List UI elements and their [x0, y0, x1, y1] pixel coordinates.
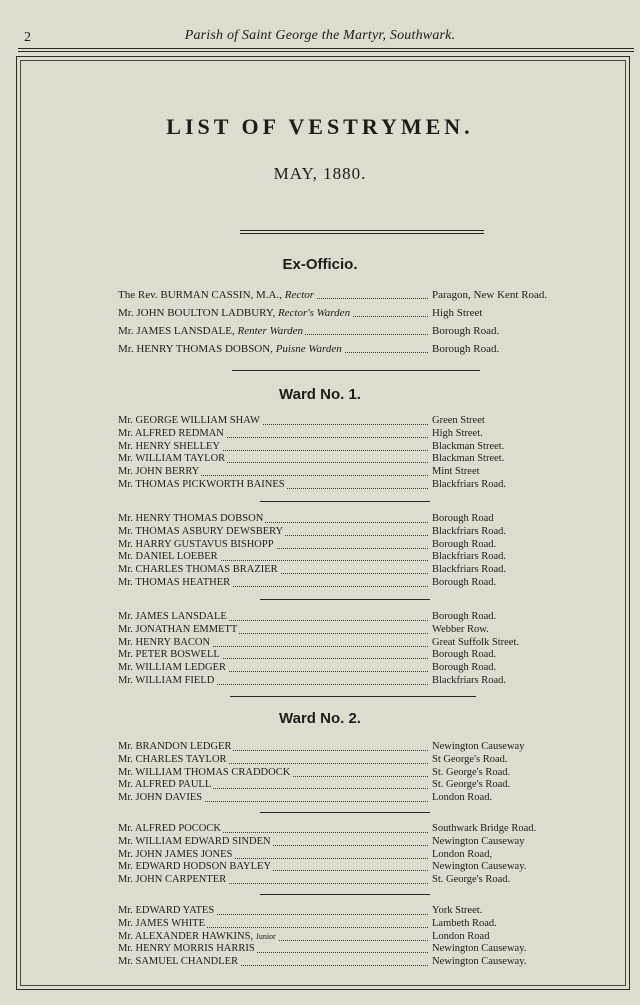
page-title: LIST OF VESTRYMEN.: [166, 114, 474, 139]
vestryman-entry: [118, 955, 580, 969]
vestryman-address: Blackman Street.: [432, 453, 505, 465]
vestryman-address: Mint Street: [432, 466, 480, 478]
vestryman-name: Mr. SAMUEL CHANDLER: [118, 956, 239, 968]
vestryman-name: Mr. THOMAS PICKWORTH BAINES: [118, 479, 285, 490]
ex-officio-entry: The Rev. BURMAN CASSIN, M.A., Rector Paragon, New Kent Road.: [118, 289, 548, 301]
vestryman-address: Webber Row.: [432, 623, 489, 635]
vestryman-address: Blackfriars Road.: [432, 551, 507, 563]
ex-officio-entry: Mr. JAMES LANSDALE, Renter Warden Borough Road.: [118, 325, 500, 337]
ex-officio-entry: Mr. JOHN BOULTON LADBURY, Rector's Warden High Street: [118, 307, 483, 319]
vestryman-address: Newington Causeway: [432, 741, 525, 752]
vestryman-name: Mr. ALFRED REDMAN: [118, 427, 224, 439]
vestryman-address: St George's Road.: [432, 753, 508, 765]
vestryman-name: Mr. JOHN JAMES JONES: [118, 848, 233, 860]
vestryman-entry: [118, 674, 580, 688]
vestryman-address: Borough Road: [432, 513, 494, 524]
vestryman-name: Mr. JOHN CARPENTER: [118, 874, 227, 886]
vestryman-address: Green Street: [432, 415, 485, 426]
vestryman-name: Mr. ALEXANDER HAWKINS, Junior: [118, 930, 276, 942]
running-title: Parish of Saint George the Martyr, Southwark.: [184, 28, 456, 43]
vestryman-name: Mr. WILLIAM FIELD: [118, 675, 215, 686]
vestryman-address: Borough Road.: [432, 611, 497, 622]
vestryman-name: Mr. CHARLES TAYLOR: [118, 753, 227, 765]
vestryman-entry: [118, 873, 580, 887]
vestryman-address: Southwark Bridge Road.: [432, 823, 537, 834]
vestryman-address: High Street.: [432, 427, 483, 439]
vestryman-name: Mr. HENRY MORRIS HARRIS: [118, 943, 255, 955]
section-rule: [232, 370, 480, 371]
vestryman-address: Borough Road.: [432, 662, 497, 674]
vestryman-name: Mr. HENRY THOMAS DOBSON: [118, 513, 264, 524]
vestryman-address: Great Suffolk Street.: [432, 636, 519, 648]
vestryman-name: Mr. ALFRED PAULL: [118, 779, 212, 791]
vestryman-address: London Road,: [432, 848, 493, 860]
ward-2-heading: Ward No. 2.: [279, 710, 361, 727]
vestryman-address: St. George's Road.: [432, 766, 511, 778]
vestryman-name: Mr. CHARLES THOMAS BRAZIER: [118, 564, 278, 576]
vestryman-name: Mr. HENRY BACON: [118, 636, 211, 648]
group-rule: [260, 894, 430, 895]
vestryman-name: Mr. JONATHAN EMMETT: [118, 623, 238, 635]
vestryman-address: Borough Road.: [432, 649, 497, 661]
vestryman-address: Blackfriars Road.: [432, 564, 507, 576]
vestryman-name: Mr. ALFRED POCOCK: [118, 823, 221, 834]
ex-officio-heading: Ex-Officio.: [282, 256, 358, 273]
ward-1-heading: Ward No. 1.: [279, 386, 361, 403]
vestryman-address: St. George's Road.: [432, 779, 511, 791]
vestryman-name: Mr. JOHN BERRY: [118, 466, 200, 478]
vestryman-address: London Road.: [432, 792, 493, 804]
vestryman-name: Mr. EDWARD YATES: [118, 905, 215, 916]
vestryman-name: Mr. GEORGE WILLIAM SHAW: [118, 415, 260, 426]
vestryman-name: Mr. PETER BOSWELL: [118, 649, 220, 661]
vestryman-address: York Street.: [432, 905, 483, 916]
vestryman-name: Mr. HARRY GUSTAVUS BISHOPP: [118, 538, 274, 550]
vestryman-entry: [118, 791, 580, 805]
vestryman-name: Mr. WILLIAM TAYLOR: [118, 453, 226, 465]
ex-officio-entry: Mr. HENRY THOMAS DOBSON, Puisne Warden Borough Road.: [118, 343, 500, 355]
page-number: 2: [24, 30, 31, 45]
vestryman-name: Mr. THOMAS HEATHER: [118, 577, 231, 588]
vestryman-address: Blackfriars Road.: [432, 479, 507, 490]
header-rule: [18, 48, 634, 52]
vestryman-name: Mr. EDWARD HODSON BAYLEY: [118, 861, 272, 873]
vestryman-name: Mr. JOHN DAVIES: [118, 792, 203, 804]
vestryman-name: Mr. JAMES WHITE: [118, 917, 206, 929]
vestryman-name: Mr. THOMAS ASBURY DEWSBERY: [118, 525, 284, 537]
vestryman-address: Blackfriars Road.: [432, 675, 507, 686]
vestryman-name: Mr. BRANDON LEDGER: [118, 741, 232, 752]
vestryman-address: Borough Road.: [432, 538, 497, 550]
group-rule: [230, 696, 476, 697]
vestryman-name: Mr. WILLIAM EDWARD SINDEN: [118, 835, 271, 847]
vestryman-name: Mr. HENRY SHELLEY: [118, 440, 220, 452]
vestryman-name: Mr. WILLIAM THOMAS CRADDOCK: [118, 766, 291, 778]
vestryman-address: Blackfriars Road.: [432, 525, 507, 537]
vestryman-address: Newington Causeway.: [432, 956, 527, 968]
vestryman-address: Blackman Street.: [432, 440, 505, 452]
vestryman-address: St. George's Road.: [432, 874, 511, 886]
group-rule: [260, 812, 430, 813]
list-date: MAY, 1880.: [273, 164, 367, 183]
title-rule: [240, 230, 484, 234]
group-rule: [260, 599, 430, 600]
vestryman-name: Mr. JAMES LANSDALE: [118, 611, 227, 622]
vestryman-address: Newington Causeway: [432, 835, 525, 847]
running-head: [0, 22, 640, 48]
vestryman-address: Lambeth Road.: [432, 917, 497, 929]
vestryman-entry: [118, 576, 580, 590]
vestryman-address: Newington Causeway.: [432, 943, 527, 955]
vestryman-name: Mr. DANIEL LOEBER: [118, 551, 218, 563]
group-rule: [260, 501, 430, 502]
vestryman-address: London Road: [432, 930, 490, 942]
vestryman-address: Borough Road.: [432, 577, 497, 588]
vestryman-name: Mr. WILLIAM LEDGER: [118, 662, 226, 674]
vestryman-entry: [118, 478, 580, 492]
vestryman-address: Newington Causeway.: [432, 861, 527, 873]
